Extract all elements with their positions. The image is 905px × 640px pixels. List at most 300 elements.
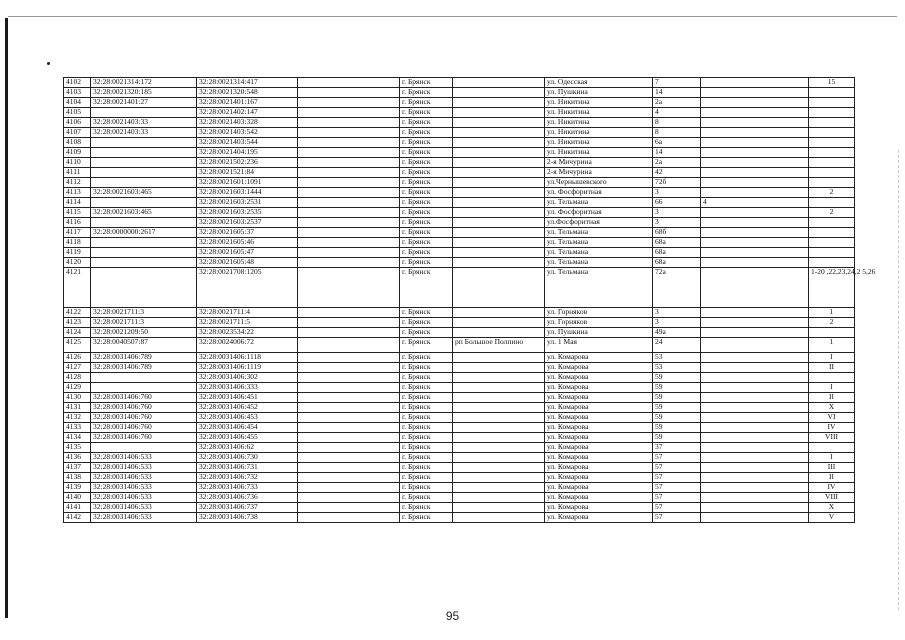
city-cell: г. Брянск [400, 338, 453, 353]
street-cell: ул. Комарова [545, 393, 653, 403]
empty-cell [298, 118, 400, 128]
locality-cell [453, 238, 545, 248]
row-number-cell: 4124 [64, 328, 91, 338]
street-cell: ул.Чернышевского [545, 178, 653, 188]
house-cell: 59 [653, 413, 701, 423]
table-row [64, 168, 855, 178]
house-cell: 59 [653, 383, 701, 393]
house-cell: 3 [653, 208, 701, 218]
land-cadastral-number-cell: 32:28:0000000:2617 [91, 228, 197, 238]
empty-cell [298, 218, 400, 228]
land-cadastral-number-cell [91, 178, 197, 188]
building-cell [701, 248, 809, 258]
land-cadastral-number-cell: 32:28:0031406:533 [91, 483, 197, 493]
row-number-cell: 4106 [64, 118, 91, 128]
empty-cell [298, 208, 400, 218]
locality-cell [453, 128, 545, 138]
street-cell: ул. Комарова [545, 413, 653, 423]
land-cadastral-number-cell: 32:28:0031406:533 [91, 503, 197, 513]
city-cell: г. Брянск [400, 453, 453, 463]
street-cell: ул. Горняков [545, 308, 653, 318]
locality-cell [453, 258, 545, 268]
house-cell: 68а [653, 258, 701, 268]
row-number-cell: 4129 [64, 383, 91, 393]
city-cell: г. Брянск [400, 503, 453, 513]
table-row [64, 443, 855, 453]
city-cell: г. Брянск [400, 353, 453, 363]
city-cell: г. Брянск [400, 148, 453, 158]
locality-cell [453, 413, 545, 423]
empty-cell [298, 238, 400, 248]
row-number-cell: 4119 [64, 248, 91, 258]
object-cadastral-number-cell: 32:28:0021708:1205 [197, 268, 298, 308]
street-cell: ул. Комарова [545, 463, 653, 473]
object-cadastral-number-cell: 32:28:0021320:548 [197, 88, 298, 98]
locality-cell [453, 148, 545, 158]
street-cell: ул. Пушкина [545, 88, 653, 98]
city-cell: г. Брянск [400, 383, 453, 393]
empty-cell [298, 373, 400, 383]
object-cadastral-number-cell: 32:28:0031406:732 [197, 473, 298, 483]
land-cadastral-number-cell: 32:28:0031406:760 [91, 403, 197, 413]
house-cell: 6а [653, 138, 701, 148]
table-row [64, 178, 855, 188]
street-cell: ул. Пушкина [545, 328, 653, 338]
locality-cell [453, 433, 545, 443]
city-cell: г. Брянск [400, 423, 453, 433]
table-row [64, 248, 855, 258]
land-cadastral-number-cell: 32:28:0031406:789 [91, 363, 197, 373]
city-cell: г. Брянск [400, 413, 453, 423]
land-cadastral-number-cell: 32:28:0021320:185 [91, 88, 197, 98]
apartment-cell [809, 443, 855, 453]
row-number-cell: 4133 [64, 423, 91, 433]
apartment-cell [809, 168, 855, 178]
building-cell [701, 318, 809, 328]
building-cell [701, 208, 809, 218]
table-row [64, 383, 855, 393]
empty-cell [298, 503, 400, 513]
building-cell [701, 513, 809, 523]
object-cadastral-number-cell: 32:28:0021404:195 [197, 148, 298, 158]
house-cell: 7 [653, 78, 701, 88]
row-number-cell: 4112 [64, 178, 91, 188]
building-cell [701, 423, 809, 433]
object-cadastral-number-cell: 32:28:0021711:5 [197, 318, 298, 328]
row-number-cell: 4114 [64, 198, 91, 208]
empty-cell [298, 308, 400, 318]
table-row [64, 98, 855, 108]
street-cell: ул. Никитина [545, 138, 653, 148]
street-cell: ул. Тельмана [545, 268, 653, 308]
street-cell: ул. Никитина [545, 128, 653, 138]
building-cell [701, 158, 809, 168]
city-cell: г. Брянск [400, 443, 453, 453]
locality-cell [453, 393, 545, 403]
street-cell: ул. Никитина [545, 108, 653, 118]
land-cadastral-number-cell: 32:28:0031406:760 [91, 393, 197, 403]
building-cell [701, 413, 809, 423]
street-cell: ул. Комарова [545, 443, 653, 453]
table-row [64, 158, 855, 168]
city-cell: г. Брянск [400, 108, 453, 118]
building-cell [701, 118, 809, 128]
street-cell: ул.Фосфоритная [545, 218, 653, 228]
land-cadastral-number-cell [91, 138, 197, 148]
row-number-cell: 4102 [64, 78, 91, 88]
table-row [64, 353, 855, 363]
top-rule [8, 16, 897, 17]
city-cell: г. Брянск [400, 403, 453, 413]
city-cell: г. Брянск [400, 373, 453, 383]
city-cell: г. Брянск [400, 308, 453, 318]
apartment-cell [809, 148, 855, 158]
land-cadastral-number-cell: 32:28:0040507:87 [91, 338, 197, 353]
apartment-cell: II [809, 473, 855, 483]
object-cadastral-number-cell: 32:28:0021603:1444 [197, 188, 298, 198]
empty-cell [298, 473, 400, 483]
city-cell: г. Брянск [400, 258, 453, 268]
object-cadastral-number-cell: 32:28:0021403:542 [197, 128, 298, 138]
city-cell: г. Брянск [400, 393, 453, 403]
row-number-cell: 4134 [64, 433, 91, 443]
apartment-cell: 1 [809, 338, 855, 353]
row-number-cell: 4136 [64, 453, 91, 463]
row-number-cell: 4115 [64, 208, 91, 218]
row-number-cell: 4141 [64, 503, 91, 513]
apartment-cell: I [809, 453, 855, 463]
empty-cell [298, 108, 400, 118]
locality-cell [453, 513, 545, 523]
property-register-table [63, 77, 876, 523]
city-cell: г. Брянск [400, 138, 453, 148]
building-cell [701, 128, 809, 138]
row-number-cell: 4120 [64, 258, 91, 268]
apartment-cell [809, 88, 855, 98]
table-row [64, 88, 855, 98]
land-cadastral-number-cell [91, 238, 197, 248]
house-cell: 49а [653, 328, 701, 338]
land-cadastral-number-cell: 32:28:0021209:50 [91, 328, 197, 338]
locality-cell [453, 403, 545, 413]
locality-cell [453, 158, 545, 168]
building-cell [701, 88, 809, 98]
object-cadastral-number-cell: 32:28:0021605:46 [197, 238, 298, 248]
house-cell: 72а [653, 268, 701, 308]
empty-cell [298, 188, 400, 198]
locality-cell: рп Большое Полпино [453, 338, 545, 353]
apartment-cell [809, 373, 855, 383]
object-cadastral-number-cell: 32:28:0021521:84 [197, 168, 298, 178]
empty-cell [298, 493, 400, 503]
row-number-cell: 4122 [64, 308, 91, 318]
apartment-cell [809, 248, 855, 258]
building-cell [701, 308, 809, 318]
row-number-cell: 4130 [64, 393, 91, 403]
empty-cell [298, 168, 400, 178]
object-cadastral-number-cell: 32:28:0021603:2535 [197, 208, 298, 218]
house-cell: 4 [653, 108, 701, 118]
object-cadastral-number-cell: 32:28:0031406:454 [197, 423, 298, 433]
empty-cell [298, 228, 400, 238]
table-row [64, 128, 855, 138]
object-cadastral-number-cell: 32:28:0023534:22 [197, 328, 298, 338]
locality-cell [453, 328, 545, 338]
empty-cell [298, 453, 400, 463]
empty-cell [298, 78, 400, 88]
row-number-cell: 4111 [64, 168, 91, 178]
locality-cell [453, 308, 545, 318]
city-cell: г. Брянск [400, 218, 453, 228]
land-cadastral-number-cell [91, 158, 197, 168]
building-cell [701, 393, 809, 403]
land-cadastral-number-cell [91, 248, 197, 258]
row-number-cell: 4135 [64, 443, 91, 453]
row-number-cell: 4138 [64, 473, 91, 483]
row-number-cell: 4121 [64, 268, 91, 308]
locality-cell [453, 483, 545, 493]
street-cell: ул. 1 Мая [545, 338, 653, 353]
apartment-cell [809, 238, 855, 248]
object-cadastral-number-cell: 32:28:0031406:733 [197, 483, 298, 493]
locality-cell [453, 88, 545, 98]
building-cell [701, 168, 809, 178]
land-cadastral-number-cell [91, 373, 197, 383]
register-table-body [64, 77, 876, 523]
street-cell: ул. Одесская [545, 78, 653, 88]
street-cell: ул. Комарова [545, 383, 653, 393]
object-cadastral-number-cell: 32:28:0021711:4 [197, 308, 298, 318]
locality-cell [453, 248, 545, 258]
street-cell: ул. Комарова [545, 473, 653, 483]
city-cell: г. Брянск [400, 188, 453, 198]
street-cell: ул. Комарова [545, 503, 653, 513]
house-cell: 66 [653, 198, 701, 208]
locality-cell [453, 463, 545, 473]
row-number-cell: 4108 [64, 138, 91, 148]
house-cell: 53 [653, 363, 701, 373]
locality-cell [453, 363, 545, 373]
building-cell [701, 453, 809, 463]
locality-cell [453, 208, 545, 218]
table-row [64, 238, 855, 248]
table-row [64, 198, 855, 208]
locality-cell [453, 353, 545, 363]
city-cell: г. Брянск [400, 228, 453, 238]
street-cell: ул. Комарова [545, 373, 653, 383]
city-cell: г. Брянск [400, 198, 453, 208]
house-cell: 3 [653, 188, 701, 198]
apartment-cell: II [809, 363, 855, 373]
row-number-cell: 4110 [64, 158, 91, 168]
building-cell [701, 353, 809, 363]
locality-cell [453, 423, 545, 433]
scan-right-edge [897, 150, 899, 610]
empty-cell [298, 423, 400, 433]
land-cadastral-number-cell: 32:28:0031406:533 [91, 473, 197, 483]
empty-cell [298, 268, 400, 308]
street-cell: ул. Тельмана [545, 258, 653, 268]
locality-cell [453, 118, 545, 128]
table-row [64, 148, 855, 158]
building-cell [701, 338, 809, 353]
object-cadastral-number-cell: 32:28:0031406:451 [197, 393, 298, 403]
empty-cell [298, 158, 400, 168]
apartment-cell [809, 138, 855, 148]
apartment-cell: X [809, 403, 855, 413]
table-row [64, 363, 855, 373]
locality-cell [453, 443, 545, 453]
empty-cell [298, 353, 400, 363]
locality-cell [453, 78, 545, 88]
empty-cell [298, 443, 400, 453]
house-cell: 3 [653, 308, 701, 318]
object-cadastral-number-cell: 32:28:0021502:236 [197, 158, 298, 168]
city-cell: г. Брянск [400, 238, 453, 248]
table-row [64, 138, 855, 148]
house-cell: 57 [653, 473, 701, 483]
table-row [64, 338, 855, 353]
land-cadastral-number-cell: 32:28:0031406:760 [91, 413, 197, 423]
empty-cell [298, 98, 400, 108]
empty-cell [298, 463, 400, 473]
apartment-cell: VI [809, 413, 855, 423]
object-cadastral-number-cell: 32:28:0021605:48 [197, 258, 298, 268]
house-cell: 2а [653, 158, 701, 168]
empty-cell [298, 128, 400, 138]
row-number-cell: 4142 [64, 513, 91, 523]
object-cadastral-number-cell: 32:28:0021402:147 [197, 108, 298, 118]
land-cadastral-number-cell: 32:28:0031406:760 [91, 423, 197, 433]
object-cadastral-number-cell: 32:28:0031406:730 [197, 453, 298, 463]
house-cell: 57 [653, 493, 701, 503]
table-row [64, 393, 855, 403]
street-cell: ул. Комарова [545, 423, 653, 433]
land-cadastral-number-cell: 32:28:0021401:27 [91, 98, 197, 108]
city-cell: г. Брянск [400, 78, 453, 88]
row-number-cell: 4109 [64, 148, 91, 158]
street-cell: 2-я Мичурина [545, 158, 653, 168]
locality-cell [453, 473, 545, 483]
apartment-cell: 1 [809, 308, 855, 318]
land-cadastral-number-cell: 32:28:0031406:533 [91, 463, 197, 473]
street-cell: ул. Тельмана [545, 248, 653, 258]
house-cell: 8 [653, 118, 701, 128]
row-number-cell: 4140 [64, 493, 91, 503]
table-row [64, 483, 855, 493]
house-cell: 2а [653, 98, 701, 108]
page-number: 95 [445, 609, 460, 623]
locality-cell [453, 198, 545, 208]
empty-cell [298, 338, 400, 353]
empty-cell [298, 178, 400, 188]
object-cadastral-number-cell: 32:28:0031406:453 [197, 413, 298, 423]
locality-cell [453, 178, 545, 188]
building-cell [701, 108, 809, 118]
building-cell [701, 373, 809, 383]
object-cadastral-number-cell: 32:28:0021314:417 [197, 78, 298, 88]
city-cell: г. Брянск [400, 88, 453, 98]
locality-cell [453, 268, 545, 308]
apartment-cell: VIII [809, 493, 855, 503]
city-cell: г. Брянск [400, 318, 453, 328]
empty-cell [298, 138, 400, 148]
city-cell: г. Брянск [400, 128, 453, 138]
apartment-cell: X [809, 503, 855, 513]
city-cell: г. Брянск [400, 98, 453, 108]
empty-cell [298, 318, 400, 328]
house-cell: 3 [653, 318, 701, 328]
apartment-cell [809, 258, 855, 268]
city-cell: г. Брянск [400, 328, 453, 338]
apartment-cell: VIII [809, 433, 855, 443]
table-row [64, 433, 855, 443]
object-cadastral-number-cell: 32:28:0031406:455 [197, 433, 298, 443]
building-cell [701, 188, 809, 198]
object-cadastral-number-cell: 32:28:0024006:72 [197, 338, 298, 353]
land-cadastral-number-cell [91, 268, 197, 308]
table-row [64, 423, 855, 433]
row-number-cell: 4128 [64, 373, 91, 383]
apartment-cell [809, 108, 855, 118]
apartment-cell [809, 178, 855, 188]
street-cell: ул. Никитина [545, 148, 653, 158]
locality-cell [453, 493, 545, 503]
street-cell: ул. Комарова [545, 513, 653, 523]
apartment-cell: 2 [809, 188, 855, 198]
object-cadastral-number-cell: 32:28:0021401:167 [197, 98, 298, 108]
street-cell: ул. Комарова [545, 453, 653, 463]
house-cell: 57 [653, 513, 701, 523]
house-cell: 14 [653, 88, 701, 98]
table-row [64, 513, 855, 523]
row-number-cell: 4127 [64, 363, 91, 373]
empty-cell [298, 88, 400, 98]
street-cell: ул. Комарова [545, 433, 653, 443]
apartment-cell: IV [809, 483, 855, 493]
row-number-cell: 4139 [64, 483, 91, 493]
city-cell: г. Брянск [400, 178, 453, 188]
object-cadastral-number-cell: 32:28:0031406:738 [197, 513, 298, 523]
table-row [64, 413, 855, 423]
building-cell [701, 483, 809, 493]
table-row [64, 188, 855, 198]
city-cell: г. Брянск [400, 168, 453, 178]
locality-cell [453, 188, 545, 198]
city-cell: г. Брянск [400, 363, 453, 373]
row-number-cell: 4126 [64, 353, 91, 363]
apartment-cell [809, 328, 855, 338]
building-cell [701, 383, 809, 393]
scan-left-edge [5, 18, 8, 618]
house-cell: 37 [653, 443, 701, 453]
building-cell [701, 78, 809, 88]
street-cell: 2-я Мичурина [545, 168, 653, 178]
land-cadastral-number-cell [91, 443, 197, 453]
building-cell [701, 463, 809, 473]
street-cell: ул. Комарова [545, 483, 653, 493]
apartment-cell: III [809, 463, 855, 473]
house-cell: 59 [653, 433, 701, 443]
table-row [64, 108, 855, 118]
land-cadastral-number-cell: 32:28:0021403:33 [91, 128, 197, 138]
building-cell [701, 503, 809, 513]
locality-cell [453, 383, 545, 393]
scan-dot [47, 62, 50, 65]
empty-cell [298, 148, 400, 158]
building-cell [701, 98, 809, 108]
land-cadastral-number-cell: 32:28:0031406:533 [91, 493, 197, 503]
